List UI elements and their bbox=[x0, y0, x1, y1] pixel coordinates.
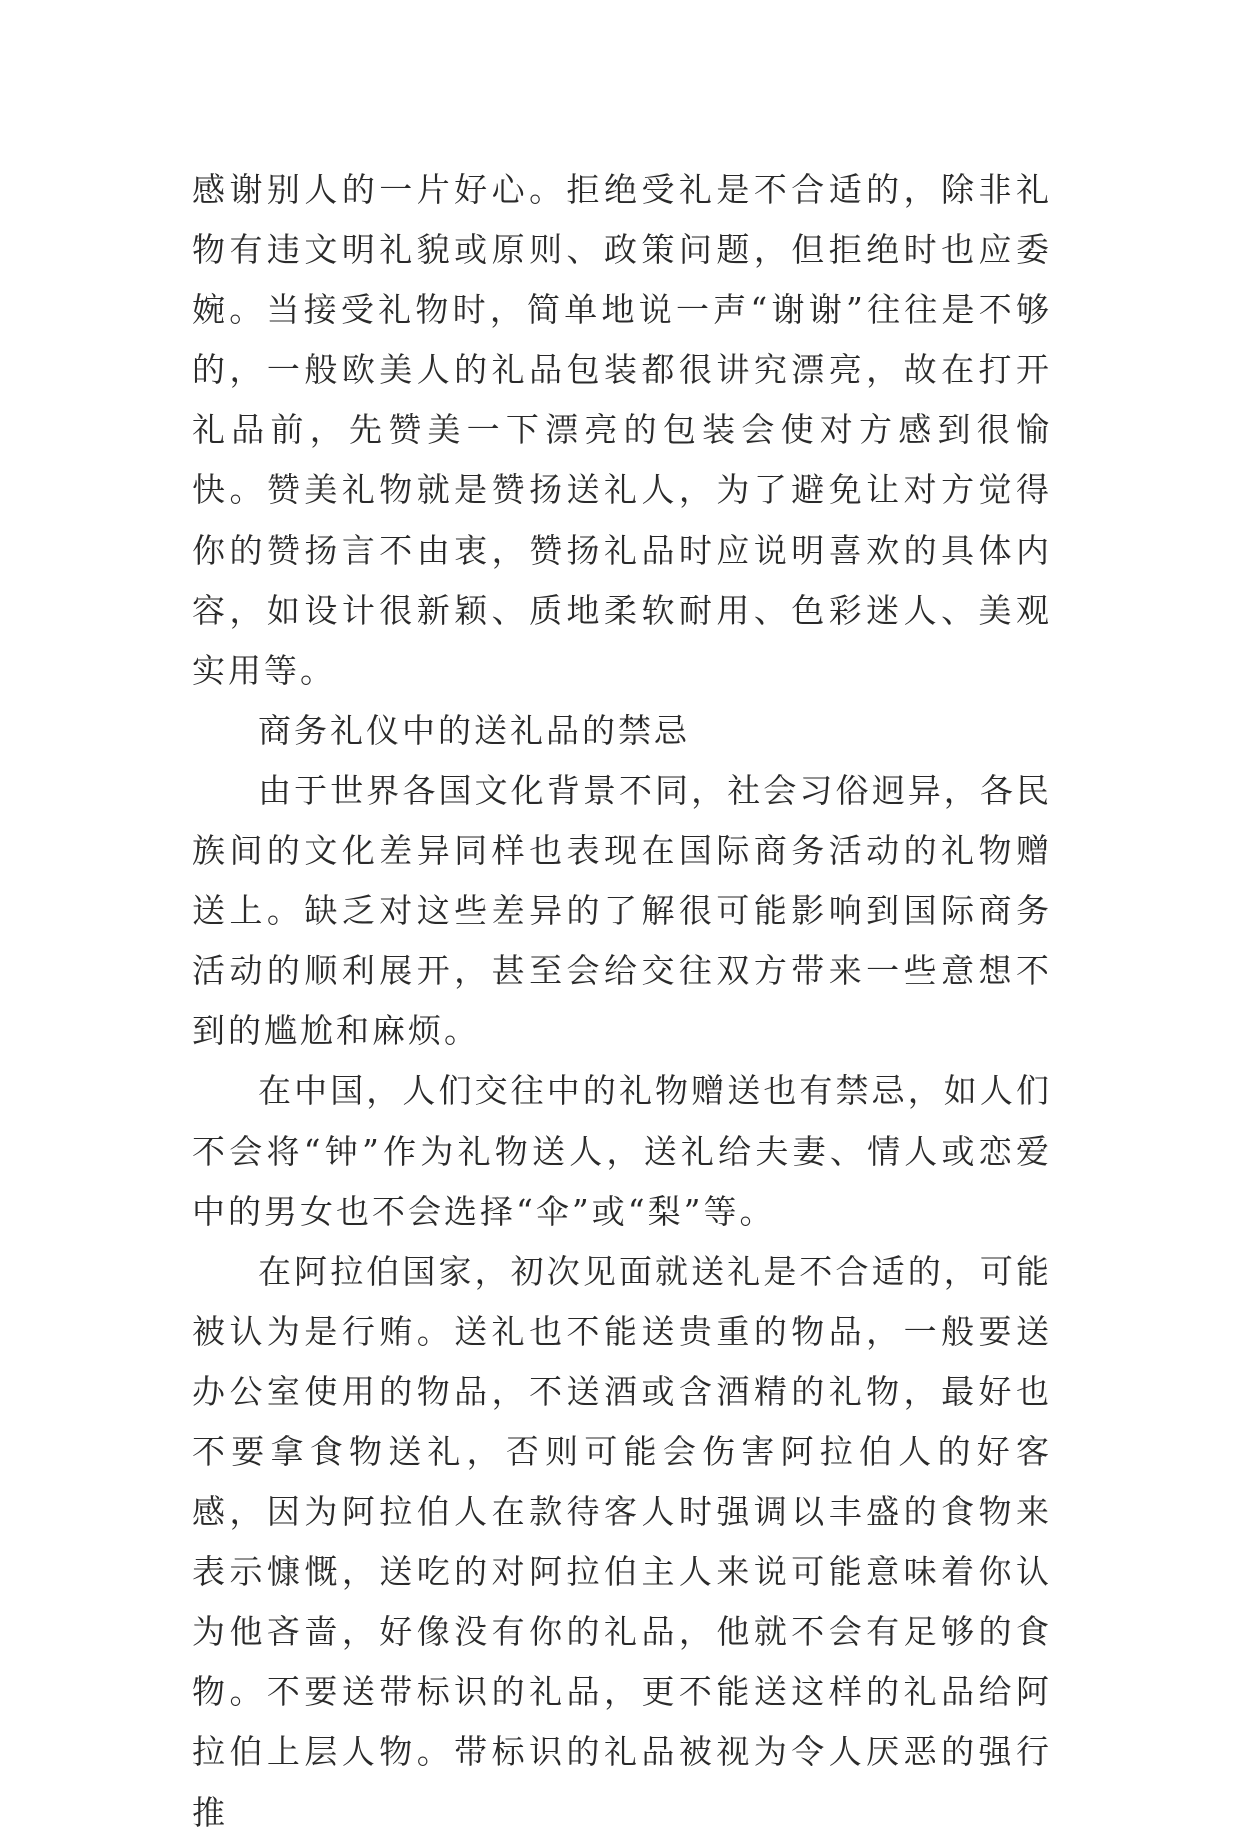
document-body bbox=[192, 160, 1052, 1843]
paragraph-gift-acceptance: 感谢别人的一片好心。拒绝受礼是不合适的，除非礼物有违文明礼貌或原则、政策问题，但拒绝时也应委婉。当接受礼物时，简单地说一声“谢谢”往往是不够的，一般欧美人的礼品包装都很讲究漂亮，故在打开礼品前，先赞美一下漂亮的包装会使对方感到很愉快。赞美礼物就是赞扬送礼人，为了避免让对方觉得你的赞扬言不由衷，赞扬礼品时应说明喜欢的具体内容，如设计很新颖、质地柔软耐用、色彩迷人、美观实用等。 bbox=[192, 170, 1052, 690]
section-heading-gift-taboos: 商务礼仪中的送礼品的禁忌 bbox=[258, 710, 690, 750]
paragraph-arab-taboos: 在阿拉伯国家，初次见面就送礼是不合适的，可能被认为是行贿。送礼也不能送贵重的物品，一般要送办公室使用的物品，不送酒或含酒精的礼物，最好也不要拿食物送礼，否则可能会伤害阿拉伯人的好客感，因为阿拉伯人在款待客人时强调以丰盛的食物来表示慷慨，送吃的对阿拉伯主人来说可能意味着你认为他吝啬，好像没有你的礼品，他就不会有足够的食物。不要送带标识的礼品，更不能送这样的礼品给阿拉伯上层人物。带标识的礼品被视为令人厌恶的强行推 bbox=[192, 1251, 1052, 1832]
paragraph-cultural-differences: 由于世界各国文化背景不同，社会习俗迥异，各民族间的文化差异同样也表现在国际商务活动的礼物赠送上。缺乏对这些差异的了解很可能影响到国际商务活动的顺利展开，甚至会给交往双方带来一些意想不到的尴尬和麻烦。 bbox=[192, 770, 1052, 1051]
paragraph-china-taboos: 在中国，人们交往中的礼物赠送也有禁忌，如人们不会将“钟”作为礼物送人，送礼给夫妻、情人或恋爱中的男女也不会选择“伞”或“梨”等。 bbox=[192, 1071, 1052, 1231]
